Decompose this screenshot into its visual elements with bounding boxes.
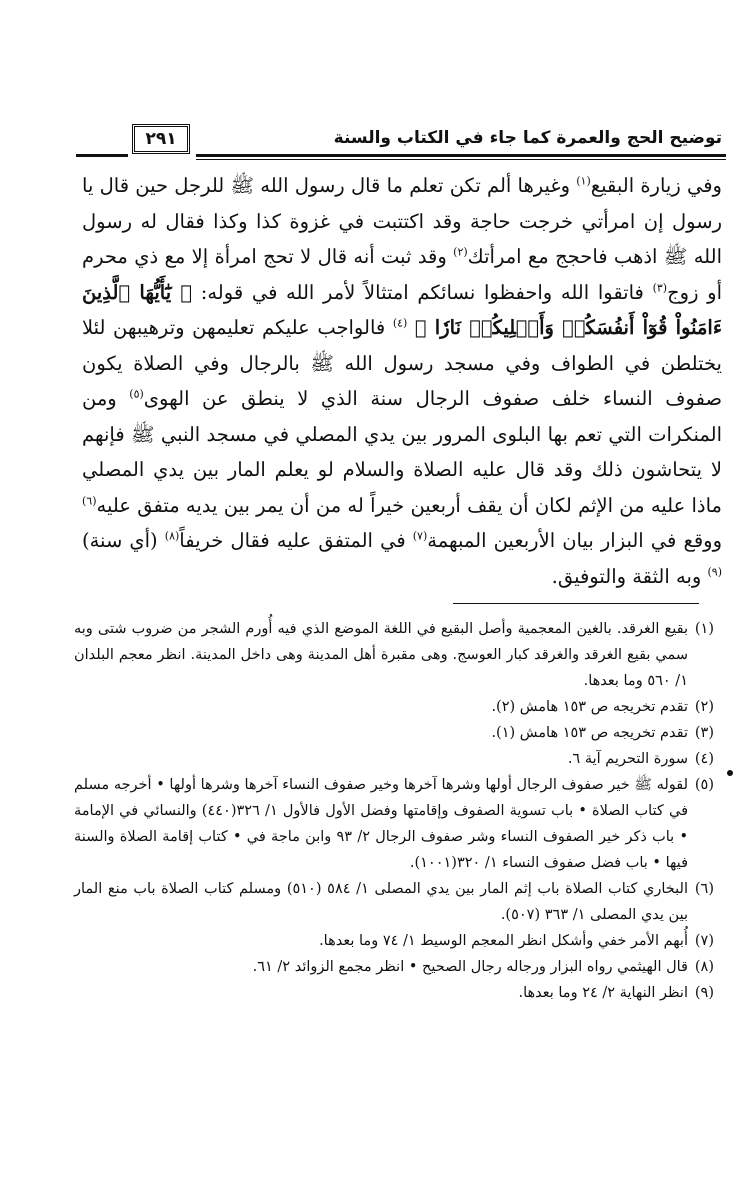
page-number: ٢٩١ bbox=[132, 124, 190, 154]
footnote-ref[interactable]: (٨) bbox=[164, 529, 180, 543]
footnote-ref[interactable]: (٢) bbox=[453, 245, 468, 259]
footnote-number: (٦) bbox=[694, 881, 714, 897]
header-rule-right bbox=[196, 154, 726, 157]
text-segment: فاتقوا الله واحفظوا نسائكم امتثالاً لأمر الله في قوله: bbox=[192, 280, 653, 304]
footnote-item bbox=[74, 746, 714, 772]
text-segment: (أي سنة) bbox=[82, 529, 165, 552]
footnote-item bbox=[74, 616, 714, 694]
text-segment: وقد ثبت أنه قال لا تحج امرأة إلا مع ذي محرم أو زوج bbox=[82, 245, 723, 304]
text-segment: ووقع في البزار بيان الأربعين المبهمة bbox=[427, 529, 723, 552]
quran-verse: ﴿ يَٰٓأَيُّهَا ٱلَّذِينَ ءَامَنُواْ قُوٓاْ أَنفُسَكُمۡ وَأَهۡلِيكُمۡ نَارٗا ﴾ bbox=[82, 280, 722, 339]
header-rule-right-thin bbox=[196, 159, 726, 160]
footnote-item bbox=[74, 928, 714, 954]
footnote-item bbox=[74, 772, 714, 876]
footnote-text: انظر النهاية ٢/ ٢٤ وما بعدها. bbox=[518, 985, 688, 1001]
footnote-ref[interactable]: (٥) bbox=[129, 387, 144, 401]
footnote-ref[interactable]: (٤) bbox=[392, 316, 408, 330]
footnote-text: لقوله ﷺ خير صفوف الرجال أولها وشرها آخرها وخير صفوف النساء آخرها وشرها أولها • أخرجه مسلم في كتاب الصلاة • باب تسوية الصفوف وإقامتها وفضل الأول فالأول ١/ ٣٢٦(٤٤٠) والنسائي في الإمامة • باب ذكر خير الصفوف النساء وشر صفوف الرجال ٢/ ٩٣ وابن ماجة في • كتاب إقامة الصلاة والسنة فيها • باب فضل صفوف النساء ١/ ٣٢٠(١٠٠١). bbox=[74, 777, 688, 871]
footnote-separator bbox=[453, 603, 699, 604]
footnote-ref[interactable]: (١) bbox=[576, 174, 591, 188]
footnote-number: (٣) bbox=[694, 725, 714, 741]
text-segment: وفي زيارة البقيع bbox=[590, 174, 722, 197]
footnote-ref[interactable]: (٩) bbox=[707, 565, 722, 578]
page-header bbox=[76, 118, 726, 168]
text-segment: في المتفق عليه فقال خريفاً bbox=[179, 529, 413, 552]
footnote-number: (٤) bbox=[694, 751, 714, 767]
footnote-number: (٢) bbox=[694, 699, 714, 715]
footnote-text: تقدم تخريجه ص ١٥٣ هامش (١). bbox=[491, 725, 688, 741]
footnote-item bbox=[74, 876, 714, 928]
footnote-ref[interactable]: (٧) bbox=[412, 529, 428, 543]
footnote-item bbox=[74, 980, 714, 1006]
footnote-ref[interactable]: (٣) bbox=[652, 281, 668, 294]
header-rule-left bbox=[76, 154, 128, 157]
margin-dot bbox=[727, 770, 733, 776]
running-title: توضيح الحج والعمرة كما جاء في الكتاب والسنة bbox=[333, 128, 722, 148]
footnote-text: سورة التحريم آية ٦. bbox=[567, 751, 688, 767]
footnote-item bbox=[74, 954, 714, 980]
footnote-item bbox=[74, 720, 714, 746]
text-segment: وبه الثقة والتوفيق. bbox=[551, 564, 708, 588]
footnote-number: (٨) bbox=[694, 959, 714, 975]
footnote-number: (٧) bbox=[694, 933, 714, 949]
footnote-number: (١) bbox=[694, 621, 714, 637]
footnotes bbox=[74, 616, 714, 1006]
footnote-number: (٥) bbox=[694, 777, 714, 793]
text-segment: وغيرها ألم تكن تعلم ما قال رسول الله ﷺ للرجل حين قال يا رسول إن امرأتي خرجت حاجة وقد اكتتبت في غزوة كذا وكذا فقال له رسول الله ﷺ اذهب فاحجج مع امرأتك bbox=[82, 174, 722, 268]
text-segment: فالواجب عليكم تعليمهن وترهيبهن لئلا يختلطن في الطواف وفي مسجد رسول الله ﷺ بالرجال وفي الصلاة يكون صفوف النساء خلف صفوف الرجال سنة الذي لا ينطق عن الهوى bbox=[82, 316, 722, 410]
footnote-number: (٩) bbox=[694, 985, 714, 1001]
footnote-text: تقدم تخريجه ص ١٥٣ هامش (٢). bbox=[491, 699, 688, 715]
text-segment: ومن المنكرات التي تعم بها البلوى المرور بين يدي المصلي في مسجد النبي ﷺ فإنهم لا يتحاشون ذلك وقد قال عليه الصلاة والسلام لو يعلم المار بين يدي المصلي ماذا عليه من الإثم لكان أن يقف أربعين خيراً له من أن يمر بين يديه متفق عليه bbox=[82, 387, 722, 517]
main-paragraph bbox=[82, 168, 722, 594]
footnote-text: قال الهيثمي رواه البزار ورجاله رجال الصحيح • انظر مجمع الزوائد ٢/ ٦١. bbox=[252, 959, 688, 975]
footnote-text: البخاري كتاب الصلاة باب إثم المار بين يدي المصلى ١/ ٥٨٤ (٥١٠) ومسلم كتاب الصلاة باب منع المار بين يدي المصلى ١/ ٣٦٣ (٥٠٧). bbox=[74, 881, 688, 923]
footnote-ref[interactable]: (٦) bbox=[82, 494, 97, 507]
footnote-text: أُبهم الأمر خفي وأشكل انظر المعجم الوسيط ١/ ٧٤ وما بعدها. bbox=[319, 933, 688, 949]
footnote-text: بقيع الغرقد. بالغين المعجمية وأصل البقيع في اللغة الموضع الذي فيه أُورم الشجر من ضروب شتى وبه سمي بقيع الغرقد والغرقد كبار العوسج. وهى مقبرة أهل المدينة وهى داخل المدينة. انظر معجم البلدان ١/ ٥٦٠ وما بعدها. bbox=[74, 621, 688, 689]
main-text bbox=[82, 168, 722, 594]
footnote-item bbox=[74, 694, 714, 720]
